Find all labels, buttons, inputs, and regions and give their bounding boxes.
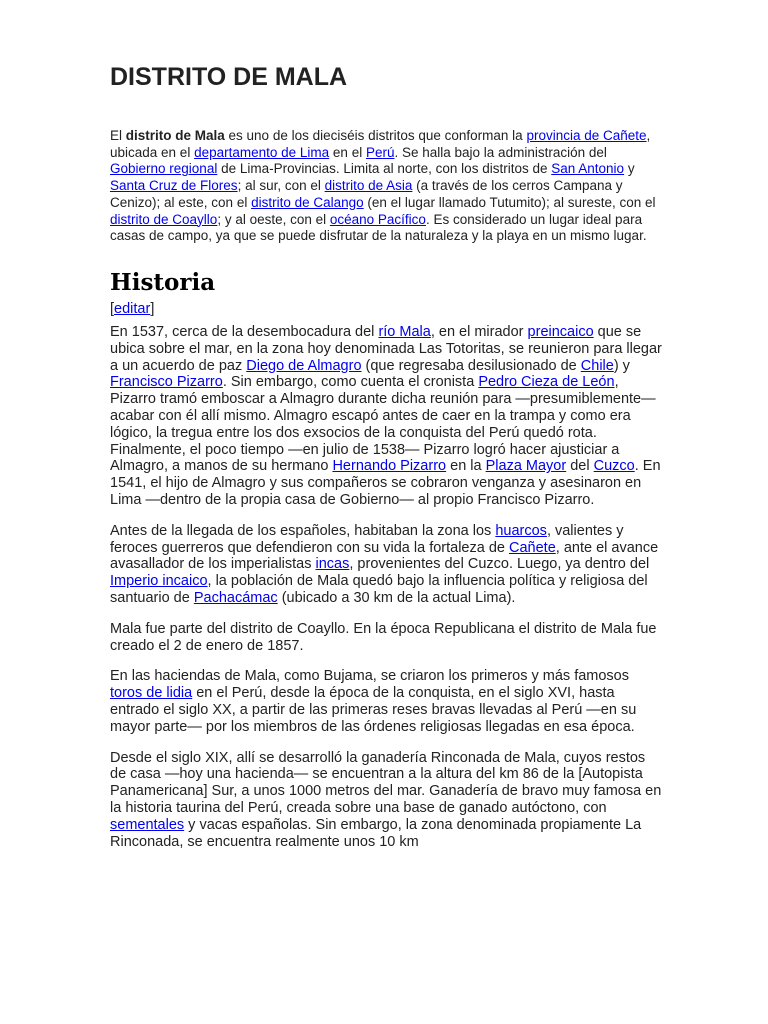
link-distrito-asia[interactable]: distrito de Asia [324,178,413,194]
historia-paragraph-5: Desde el siglo XIX, allí se desarrolló la ganadería Rinconada de Mala, cuyos restos de casa —hoy una hacienda— se encuentran a la altura del km 86 de la [Autopista Panamericana] Sur, a unos 1000 metros del mar. Ganadería de bravo muy famosa en la historia taurina del Perú, creada sobre una base de ganado autóctono, con sementales y vacas españolas. Sin embargo, la zona denominada propiamente La Rinconada, se encuentra realmente unos 10 km [110,749,662,850]
historia-body [110,324,662,864]
link-preincaico[interactable]: preincaico [527,324,594,340]
link-sementales[interactable]: sementales [110,816,185,833]
link-gobierno-regional[interactable]: Gobierno regional [110,161,218,177]
historia-paragraph-3: Mala fue parte del distrito de Coayllo. En la época Republicana el distrito de Mala fue creado el 2 de enero de 1857. [110,620,657,654]
link-diego-de-almagro[interactable]: Diego de Almagro [246,357,362,374]
link-chile[interactable]: Chile [580,357,614,374]
link-canete[interactable]: Cañete [509,539,556,556]
historia-paragraph-1: En 1537, cerca de la desembocadura del río Mala, en el mirador preincaico que se ubica sobre el mar, en la zona hoy denominada Las Totoritas, se reunieron para llegar a un acuerdo de paz Diego de Almagro (que regresaba desilusionado de Chile) y Francisco Pizarro. Sin embargo, como cuenta el cronista Pedro Cieza de León, Pizarro tramó emboscar a Almagro durante dicha reunión para —presumiblemente— acabar con él allí mismo. Almagro escapó antes de caer en la trampa y como era lógico, la tregua entre los dos exsocios de la conquista del Perú quedó rota. Finalmente, el poco tiempo —en julio de 1538— Pizarro logró hacer ajusticiar a Almagro, a manos de su hermano Hernando Pizarro en la Plaza Mayor del Cuzco. En 1541, el hijo de Almagro y sus compañeros se cobraron venganza y asesinaron en Lima —dentro de la propia casa de Gobierno— al propio Francisco Pizarro. [110,324,662,508]
link-francisco-pizarro[interactable]: Francisco Pizarro [110,374,223,391]
historia-paragraph-4: En las haciendas de Mala, como Bujama, se criaron los primeros y más famosos toros de lidia en el Perú, desde la época de la conquista, en el siglo XVI, hasta entrado el siglo XX, a partir de las primeras reses bravas llevadas al Perú —en su mayor parte— por los miembros de las órdenes religiosas llegadas en esa época. [110,668,637,735]
bold-term: distrito de Mala [125,128,225,143]
link-distrito-coayllo[interactable]: distrito de Coayllo [110,211,218,227]
link-santa-cruz-de-flores[interactable]: Santa Cruz de Flores [110,178,238,194]
link-imperio-incaico[interactable]: Imperio incaico [110,573,208,590]
page-title: DISTRITO DE MALA [110,63,348,91]
link-huarcos[interactable]: huarcos [495,522,547,539]
link-hernando-pizarro[interactable]: Hernando Pizarro [332,458,447,475]
link-plaza-mayor[interactable]: Plaza Mayor [485,458,567,475]
edit-section: [editar] [110,301,155,317]
link-san-antonio[interactable]: San Antonio [551,161,625,177]
section-heading-historia: Historia [110,269,216,296]
edit-link[interactable]: editar [114,301,151,317]
link-provincia-canete[interactable]: provincia de Cañete [526,128,647,143]
link-departamento-lima[interactable]: departamento de Lima [194,144,330,160]
link-pedro-cieza-de-leon[interactable]: Pedro Cieza de León [478,374,615,391]
intro-paragraph: El distrito de Mala es uno de los dieciséis distritos que conforman la provincia de Cañete, ubicada en el departamento de Lima en el Perú. Se halla bajo la administración del Gobierno regional de Lima-Provincias. Limita al norte, con los distritos de San Antonio y Santa Cruz de Flores; al sur, con el distrito de Asia (a través de los cerros Campana y Cenizo); al este, con el distrito de Calango (en el lugar llamado Tutumito); al sureste, con el distrito de Coayllo; y al oeste, con el océano Pacífico. Es considerado un lugar ideal para casas de campo, ya que se puede disfrutar de la naturaleza y la playa en un mismo lugar. [110,128,656,244]
link-rio-mala[interactable]: río Mala [378,324,431,340]
link-peru[interactable]: Perú [365,144,395,160]
historia-paragraph-2: Antes de la llegada de los españoles, habitaban la zona los huarcos, valientes y feroces guerreros que defendieron con su vida la fortaleza de Cañete, ante el avance avasallador de los imperialistas incas, provenientes del Cuzco. Luego, ya dentro del Imperio incaico, la población de Mala quedó bajo la influencia política y religiosa del santuario de Pachacámac (ubicado a 30 km de la actual Lima). [110,522,659,606]
link-toros-de-lidia[interactable]: toros de lidia [110,685,193,702]
link-oceano-pacifico[interactable]: océano Pacífico [329,211,426,227]
link-pachacamac[interactable]: Pachacámac [193,589,278,606]
link-incas[interactable]: incas [315,556,350,573]
link-cuzco[interactable]: Cuzco [593,458,635,475]
link-distrito-calango[interactable]: distrito de Calango [251,194,364,210]
